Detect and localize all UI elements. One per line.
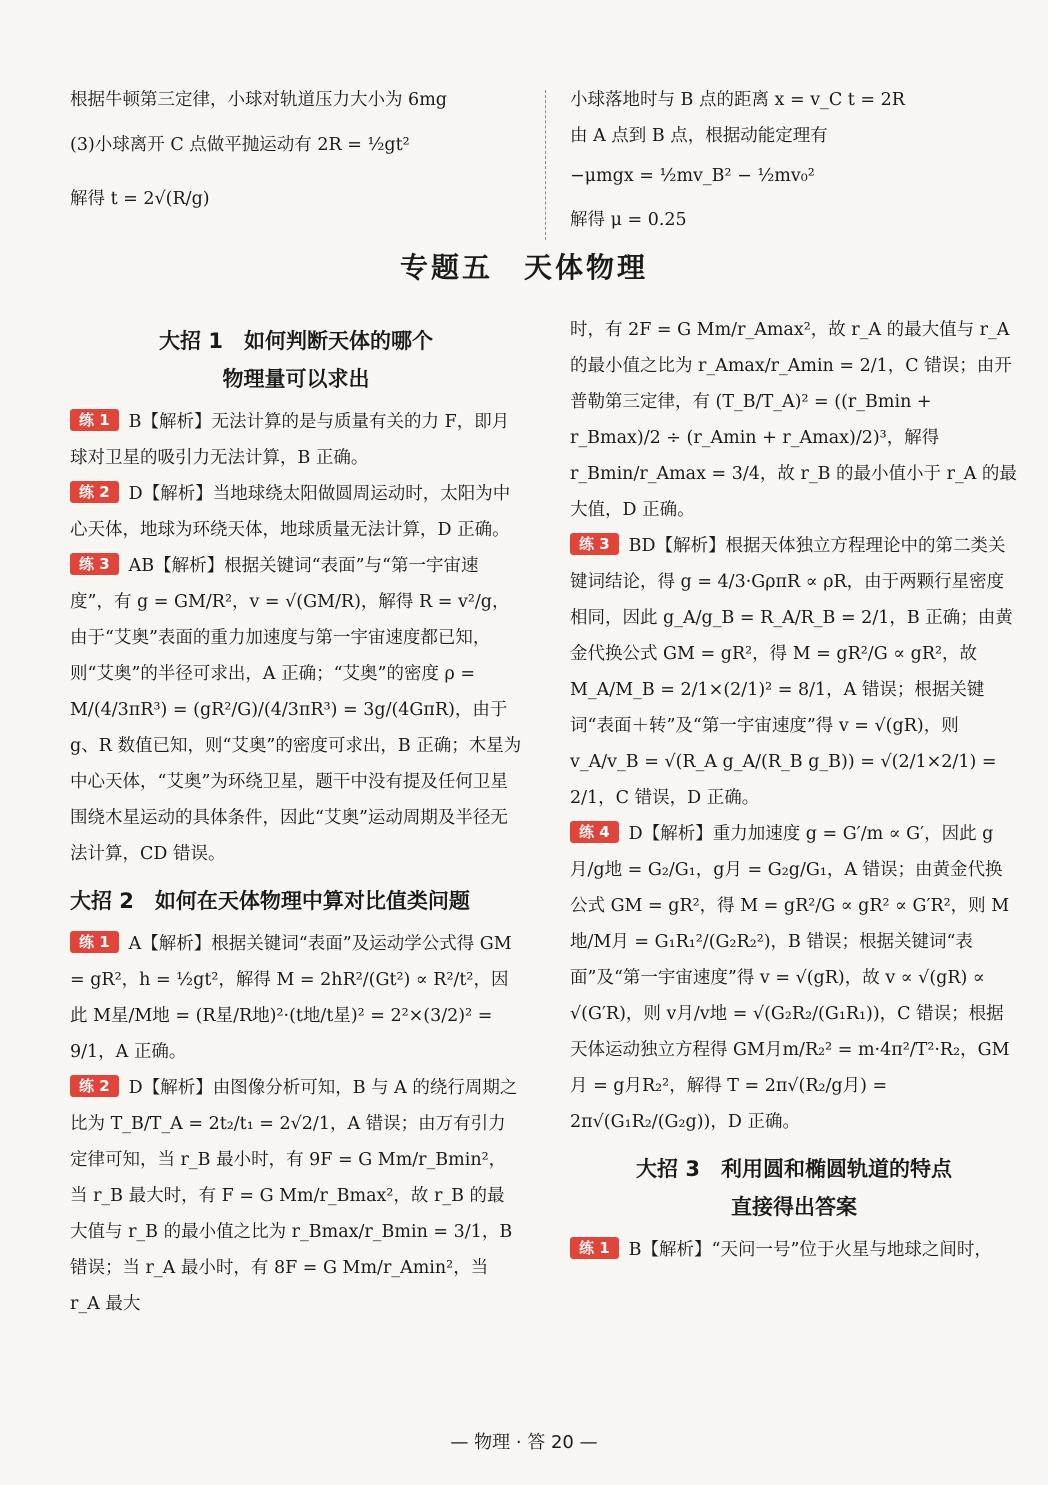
section-heading-line: 物理量可以求出 — [222, 367, 370, 391]
exercise-text: D【解析】当地球绕太阳做圆周运动时，太阳为中心天体，地球为环绕天体，地球质量无法计算，D 正确。 — [70, 484, 511, 540]
section-heading: 大招 2 如何在天体物理中算对比值类问题 — [70, 889, 470, 913]
exercise-badge: 练 1 — [570, 1237, 619, 1259]
exercise-text: A【解析】根据关键词“表面”及运动学公式得 GM = gR²，h = ½gt²，解得 M = 2hR²/(Gt²) ∝ R²/t²，因此 M星/M地 = (R星/R地)²·(t地/t星)² = 2²×(3/2)² = 9/1，A 正确。 — [70, 934, 512, 1062]
text-line: 解得 t = 2√(R/g) — [70, 189, 210, 209]
exercise-badge: 练 2 — [70, 1075, 119, 1097]
exercise-badge: 练 3 — [70, 553, 119, 575]
chapter-title: 专题五 天体物理 — [399, 251, 648, 284]
exercise-item — [70, 404, 522, 476]
section-heading — [570, 1150, 1018, 1226]
continued-text: 时，有 2F = G Mm/r_Amax²，故 r_A 的最大值与 r_A 的最小值之比为 r_Amax/r_Amin = 2/1，C 错误；由开普勒第三定律，有 (T_B/T_A)² = ((r_Bmin + r_Bmax)/2 ÷ (r_Amin + r_Amax)/2)³，解得 r_Bmin/r_Amax = 3/4，故 r_B 的最小值小于 r_A 的最大值，D 正确。 — [570, 320, 1017, 520]
exercise-badge: 练 2 — [70, 481, 119, 503]
exercise-badge: 练 1 — [70, 409, 119, 431]
section-heading-line: 大招 3 利用圆和椭圆轨道的特点 — [636, 1157, 952, 1181]
exercise-text: D【解析】由图像分析可知，B 与 A 的绕行周期之比为 T_B/T_A = 2t₂/t₁ = 2√2/1，A 错误；由万有引力定律可知，当 r_B 最小时，有 9F = G Mm/r_Bmin²，当 r_B 最大时，有 F = G Mm/r_Bmax²，故 r_B 的最大值与 r_B 的最小值之比为 r_Bmax/r_Bmin = 3/1，B 错误；当 r_A 最小时，有 8F = G Mm/r_Amin²，当 r_A 最大 — [70, 1078, 518, 1314]
exercise-item — [70, 1070, 522, 1322]
exercise-badge: 练 4 — [570, 821, 619, 843]
page-footer: — 物理 · 答 20 — — [450, 1432, 598, 1453]
text-line: (3)小球离开 C 点做平抛运动有 2R = ½gt² — [70, 135, 410, 155]
exercise-text: BD【解析】根据天体独立方程理论中的第二类关键词结论，得 g = 4/3·GρπR ∝ ρR，由于两颗行星密度相同，因此 g_A/g_B = R_A/R_B = 2/1，B 正确；由黄金代换公式 GM = gR²，得 M = gR²/G ∝ gR²，故 M_A/M_B = 2/1×(2/1)² = 8/1，A 错误；根据关键词“表面＋转”及“第一宇宙速度”得 v = √(gR)，则 v_A/v_B = √(R_A g_A/(R_B g_B)) = √(2/1×2/1) = 2/1，C 错误，D 正确。 — [570, 536, 1013, 808]
exercise-text: D【解析】重力加速度 g = G′/m ∝ G′，因此 g月/g地 = G₂/G₁，g月 = G₂g/G₁，A 错误；由黄金代换公式 GM = gR²，得 M = gR²/G ∝ gR² ∝ G′R²，则 M地/M月 = G₁R₁²/(G₂R₂²)，B 错误；根据关键词“表面”及“第一宇宙速度”得 v = √(gR)，故 v ∝ √(gR) ∝ √(G′R)，则 v月/v地 = √(G₂R₂/(G₁R₁))，C 错误；根据天体运动独立方程得 GM月m/R₂² = m·4π²/T²·R₂，GM月 = g月R₂²，解得 T = 2π√(R₂/g月) = 2π√(G₁R₂/(G₂g))，D 正确。 — [570, 824, 1010, 1132]
exercise-item — [570, 816, 1018, 1140]
exercise-item — [570, 528, 1018, 816]
text-line: 解得 μ = 0.25 — [570, 210, 687, 230]
top-right-block — [570, 82, 1010, 242]
exercise-text: AB【解析】根据关键词“表面”与“第一宇宙速度”，有 g = GM/R²，v = √(GM/R)，解得 R = v²/g，由于“艾奥”表面的重力加速度与第一宇宙速度都已知，则“艾奥”的半径可求出，A 正确；“艾奥”的密度 ρ = M/(4/3πR³) = (gR²/G)/(4/3πR³) = 3g/(4GπR)，由于 g、R 数值已知，则“艾奥”的密度可求出，B 正确；木星为中心天体，“艾奥”为环绕卫星，题干中没有提及任何卫星围绕木星运动的具体条件，因此“艾奥”运动周期及半径无法计算，CD 错误。 — [70, 556, 522, 864]
exercise-item — [570, 1232, 1018, 1268]
section-heading-line: 直接得出答案 — [731, 1195, 857, 1219]
exercise-text: B【解析】无法计算的是与质量有关的力 F，即月球对卫星的吸引力无法计算，B 正确。 — [70, 412, 510, 468]
exercise-item — [70, 548, 522, 872]
text-line: 由 A 点到 B 点，根据动能定理有 — [570, 126, 828, 146]
section-heading — [70, 322, 522, 398]
top-left-block — [70, 82, 520, 226]
text-line: 根据牛顿第三定律，小球对轨道压力大小为 6mg — [70, 90, 447, 110]
exercise-text: B【解析】“天问一号”位于火星与地球之间时， — [628, 1240, 992, 1260]
exercise-item — [70, 926, 522, 1070]
exercise-badge: 练 1 — [70, 931, 119, 953]
exercise-badge: 练 3 — [570, 533, 619, 555]
text-line: 小球落地时与 B 点的距离 x = v_C t = 2R — [570, 90, 905, 110]
left-column — [70, 312, 522, 1322]
text-line: −μmgx = ½mv_B² − ½mv₀² — [570, 166, 815, 186]
column-divider — [545, 90, 546, 240]
exercise-item — [70, 476, 522, 548]
right-column — [570, 312, 1018, 1268]
section-heading-line: 大招 1 如何判断天体的哪个 — [159, 329, 433, 353]
